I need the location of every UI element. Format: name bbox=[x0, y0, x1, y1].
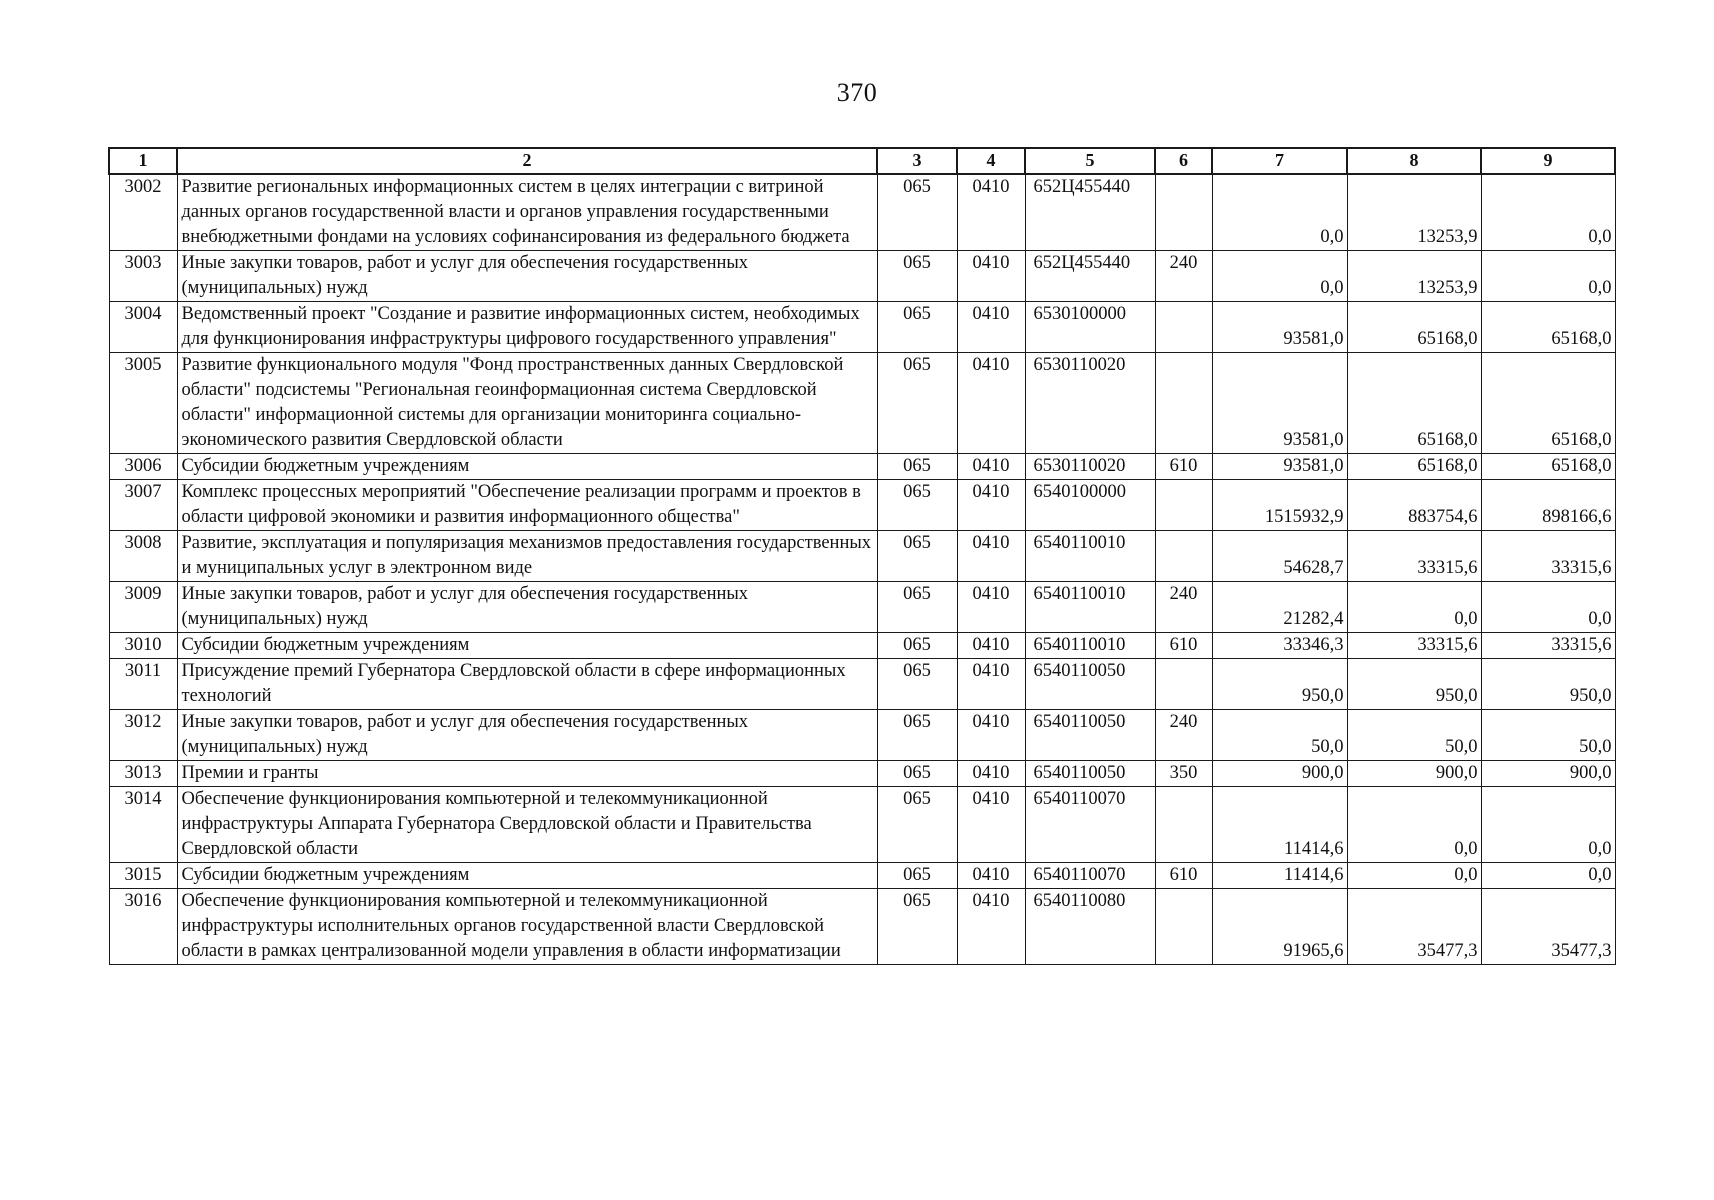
table-row bbox=[109, 889, 1615, 965]
code-cell: 065 bbox=[877, 174, 957, 251]
code-cell: 350 bbox=[1155, 761, 1212, 787]
code-cell: 6540100000 bbox=[1025, 480, 1155, 531]
table-row bbox=[109, 582, 1615, 633]
value-cell: 65168,0 bbox=[1481, 353, 1615, 454]
column-header: 5 bbox=[1025, 148, 1155, 174]
value-cell: 950,0 bbox=[1347, 659, 1481, 710]
code-cell bbox=[1155, 302, 1212, 353]
code-cell: 6540110010 bbox=[1025, 582, 1155, 633]
table-row bbox=[109, 710, 1615, 761]
value-cell: 900,0 bbox=[1212, 761, 1347, 787]
code-cell: 0410 bbox=[957, 454, 1025, 480]
value-cell: 0,0 bbox=[1347, 787, 1481, 863]
code-cell: 610 bbox=[1155, 454, 1212, 480]
code-cell: 0410 bbox=[957, 174, 1025, 251]
code-cell: 0410 bbox=[957, 302, 1025, 353]
code-cell: 6540110050 bbox=[1025, 710, 1155, 761]
code-cell: 0410 bbox=[957, 889, 1025, 965]
row-name-cell: Иные закупки товаров, работ и услуг для обеспечения государственных (муниципальных) нужд bbox=[177, 710, 877, 761]
code-cell: 065 bbox=[877, 710, 957, 761]
row-number-cell: 3014 bbox=[109, 787, 177, 863]
row-number-cell: 3013 bbox=[109, 761, 177, 787]
code-cell: 065 bbox=[877, 531, 957, 582]
column-header: 3 bbox=[877, 148, 957, 174]
table-row bbox=[109, 454, 1615, 480]
value-cell: 950,0 bbox=[1481, 659, 1615, 710]
column-header: 9 bbox=[1481, 148, 1615, 174]
row-number-cell: 3003 bbox=[109, 251, 177, 302]
code-cell: 0410 bbox=[957, 251, 1025, 302]
value-cell: 1515932,9 bbox=[1212, 480, 1347, 531]
code-cell: 652Ц455440 bbox=[1025, 251, 1155, 302]
code-cell: 065 bbox=[877, 582, 957, 633]
column-header: 2 bbox=[177, 148, 877, 174]
value-cell: 50,0 bbox=[1212, 710, 1347, 761]
value-cell: 0,0 bbox=[1347, 582, 1481, 633]
value-cell: 65168,0 bbox=[1481, 302, 1615, 353]
code-cell: 065 bbox=[877, 761, 957, 787]
row-number-cell: 3016 bbox=[109, 889, 177, 965]
row-number-cell: 3015 bbox=[109, 863, 177, 889]
row-name-cell: Субсидии бюджетным учреждениям bbox=[177, 454, 877, 480]
table-row bbox=[109, 174, 1615, 251]
value-cell: 65168,0 bbox=[1481, 454, 1615, 480]
code-cell: 610 bbox=[1155, 863, 1212, 889]
code-cell: 6540110070 bbox=[1025, 863, 1155, 889]
table-header-row bbox=[109, 148, 1615, 174]
value-cell: 13253,9 bbox=[1347, 251, 1481, 302]
code-cell: 6530100000 bbox=[1025, 302, 1155, 353]
row-name-cell: Комплекс процессных мероприятий "Обеспечение реализации программ и проектов в области цифровой экономики и развития информационного общества" bbox=[177, 480, 877, 531]
value-cell: 35477,3 bbox=[1481, 889, 1615, 965]
code-cell: 065 bbox=[877, 454, 957, 480]
code-cell: 0410 bbox=[957, 761, 1025, 787]
table-row bbox=[109, 787, 1615, 863]
code-cell: 652Ц455440 bbox=[1025, 174, 1155, 251]
row-name-cell: Развитие функционального модуля "Фонд пространственных данных Свердловской области" подсистемы "Региональная геоинформационная система Свердловской области" информационной системы для организации мониторинга социально-экономического развития Свердловской области bbox=[177, 353, 877, 454]
column-header: 1 bbox=[109, 148, 177, 174]
value-cell: 35477,3 bbox=[1347, 889, 1481, 965]
row-name-cell: Ведомственный проект "Создание и развитие информационных систем, необходимых для функционирования инфраструктуры цифрового государственного управления" bbox=[177, 302, 877, 353]
table-row bbox=[109, 251, 1615, 302]
code-cell: 6540110080 bbox=[1025, 889, 1155, 965]
code-cell: 065 bbox=[877, 889, 957, 965]
code-cell: 0410 bbox=[957, 531, 1025, 582]
code-cell bbox=[1155, 787, 1212, 863]
code-cell: 6530110020 bbox=[1025, 454, 1155, 480]
code-cell bbox=[1155, 889, 1212, 965]
table-row bbox=[109, 659, 1615, 710]
column-header: 8 bbox=[1347, 148, 1481, 174]
value-cell: 11414,6 bbox=[1212, 787, 1347, 863]
row-number-cell: 3006 bbox=[109, 454, 177, 480]
row-name-cell: Субсидии бюджетным учреждениям bbox=[177, 863, 877, 889]
code-cell: 0410 bbox=[957, 710, 1025, 761]
row-name-cell: Премии и гранты bbox=[177, 761, 877, 787]
budget-table bbox=[108, 147, 1616, 965]
code-cell: 0410 bbox=[957, 353, 1025, 454]
code-cell: 240 bbox=[1155, 582, 1212, 633]
table-row bbox=[109, 353, 1615, 454]
value-cell: 21282,4 bbox=[1212, 582, 1347, 633]
column-header: 7 bbox=[1212, 148, 1347, 174]
row-name-cell: Субсидии бюджетным учреждениям bbox=[177, 633, 877, 659]
row-number-cell: 3002 bbox=[109, 174, 177, 251]
value-cell: 11414,6 bbox=[1212, 863, 1347, 889]
value-cell: 50,0 bbox=[1481, 710, 1615, 761]
value-cell: 898166,6 bbox=[1481, 480, 1615, 531]
code-cell: 610 bbox=[1155, 633, 1212, 659]
row-number-cell: 3009 bbox=[109, 582, 177, 633]
code-cell: 0410 bbox=[957, 863, 1025, 889]
value-cell: 0,0 bbox=[1347, 863, 1481, 889]
value-cell: 13253,9 bbox=[1347, 174, 1481, 251]
code-cell bbox=[1155, 353, 1212, 454]
value-cell: 0,0 bbox=[1212, 251, 1347, 302]
row-number-cell: 3008 bbox=[109, 531, 177, 582]
table-row bbox=[109, 531, 1615, 582]
code-cell: 065 bbox=[877, 353, 957, 454]
code-cell: 6530110020 bbox=[1025, 353, 1155, 454]
value-cell: 91965,6 bbox=[1212, 889, 1347, 965]
code-cell: 6540110050 bbox=[1025, 761, 1155, 787]
value-cell: 900,0 bbox=[1481, 761, 1615, 787]
row-name-cell: Иные закупки товаров, работ и услуг для обеспечения государственных (муниципальных) нужд bbox=[177, 582, 877, 633]
code-cell: 065 bbox=[877, 863, 957, 889]
page-number: 370 bbox=[836, 78, 878, 107]
code-cell: 0410 bbox=[957, 659, 1025, 710]
row-name-cell: Обеспечение функционирования компьютерной и телекоммуникационной инфраструктуры исполнительных органов государственной власти Свердловской области в рамках централизованной модели управления в области информатизации bbox=[177, 889, 877, 965]
column-header: 6 bbox=[1155, 148, 1212, 174]
code-cell: 240 bbox=[1155, 710, 1212, 761]
column-header: 4 bbox=[957, 148, 1025, 174]
row-number-cell: 3005 bbox=[109, 353, 177, 454]
code-cell: 0410 bbox=[957, 480, 1025, 531]
table-row bbox=[109, 480, 1615, 531]
code-cell: 6540110010 bbox=[1025, 633, 1155, 659]
value-cell: 900,0 bbox=[1347, 761, 1481, 787]
value-cell: 0,0 bbox=[1481, 787, 1615, 863]
row-name-cell: Иные закупки товаров, работ и услуг для обеспечения государственных (муниципальных) нужд bbox=[177, 251, 877, 302]
row-name-cell: Присуждение премий Губернатора Свердловской области в сфере информационных технологий bbox=[177, 659, 877, 710]
code-cell: 065 bbox=[877, 302, 957, 353]
row-number-cell: 3004 bbox=[109, 302, 177, 353]
value-cell: 0,0 bbox=[1481, 582, 1615, 633]
value-cell: 0,0 bbox=[1481, 174, 1615, 251]
table-row bbox=[109, 761, 1615, 787]
code-cell: 065 bbox=[877, 251, 957, 302]
row-name-cell: Развитие, эксплуатация и популяризация механизмов предоставления государственных и муниципальных услуг в электронном виде bbox=[177, 531, 877, 582]
value-cell: 50,0 bbox=[1347, 710, 1481, 761]
value-cell: 93581,0 bbox=[1212, 353, 1347, 454]
value-cell: 65168,0 bbox=[1347, 302, 1481, 353]
code-cell: 065 bbox=[877, 480, 957, 531]
value-cell: 33315,6 bbox=[1347, 633, 1481, 659]
row-name-cell: Развитие региональных информационных систем в целях интеграции с витриной данных органов государственной власти и органов управления государственными внебюджетными фондами на условиях софинансирования из федерального бюджета bbox=[177, 174, 877, 251]
value-cell: 33346,3 bbox=[1212, 633, 1347, 659]
value-cell: 33315,6 bbox=[1347, 531, 1481, 582]
table-row bbox=[109, 302, 1615, 353]
code-cell bbox=[1155, 174, 1212, 251]
row-number-cell: 3010 bbox=[109, 633, 177, 659]
code-cell: 0410 bbox=[957, 787, 1025, 863]
value-cell: 54628,7 bbox=[1212, 531, 1347, 582]
value-cell: 33315,6 bbox=[1481, 531, 1615, 582]
value-cell: 0,0 bbox=[1481, 251, 1615, 302]
row-number-cell: 3007 bbox=[109, 480, 177, 531]
code-cell: 065 bbox=[877, 659, 957, 710]
value-cell: 0,0 bbox=[1212, 174, 1347, 251]
value-cell: 883754,6 bbox=[1347, 480, 1481, 531]
code-cell: 065 bbox=[877, 787, 957, 863]
code-cell: 6540110050 bbox=[1025, 659, 1155, 710]
code-cell bbox=[1155, 659, 1212, 710]
table-row bbox=[109, 863, 1615, 889]
code-cell: 065 bbox=[877, 633, 957, 659]
value-cell: 93581,0 bbox=[1212, 302, 1347, 353]
row-number-cell: 3011 bbox=[109, 659, 177, 710]
code-cell: 6540110010 bbox=[1025, 531, 1155, 582]
code-cell: 0410 bbox=[957, 582, 1025, 633]
value-cell: 33315,6 bbox=[1481, 633, 1615, 659]
row-number-cell: 3012 bbox=[109, 710, 177, 761]
value-cell: 950,0 bbox=[1212, 659, 1347, 710]
code-cell: 240 bbox=[1155, 251, 1212, 302]
value-cell: 65168,0 bbox=[1347, 454, 1481, 480]
code-cell bbox=[1155, 480, 1212, 531]
value-cell: 93581,0 bbox=[1212, 454, 1347, 480]
code-cell bbox=[1155, 531, 1212, 582]
code-cell: 6540110070 bbox=[1025, 787, 1155, 863]
value-cell: 0,0 bbox=[1481, 863, 1615, 889]
table-row bbox=[109, 633, 1615, 659]
value-cell: 65168,0 bbox=[1347, 353, 1481, 454]
code-cell: 0410 bbox=[957, 633, 1025, 659]
table-body bbox=[109, 174, 1615, 965]
row-name-cell: Обеспечение функционирования компьютерной и телекоммуникационной инфраструктуры Аппарата Губернатора Свердловской области и Правительства Свердловской области bbox=[177, 787, 877, 863]
